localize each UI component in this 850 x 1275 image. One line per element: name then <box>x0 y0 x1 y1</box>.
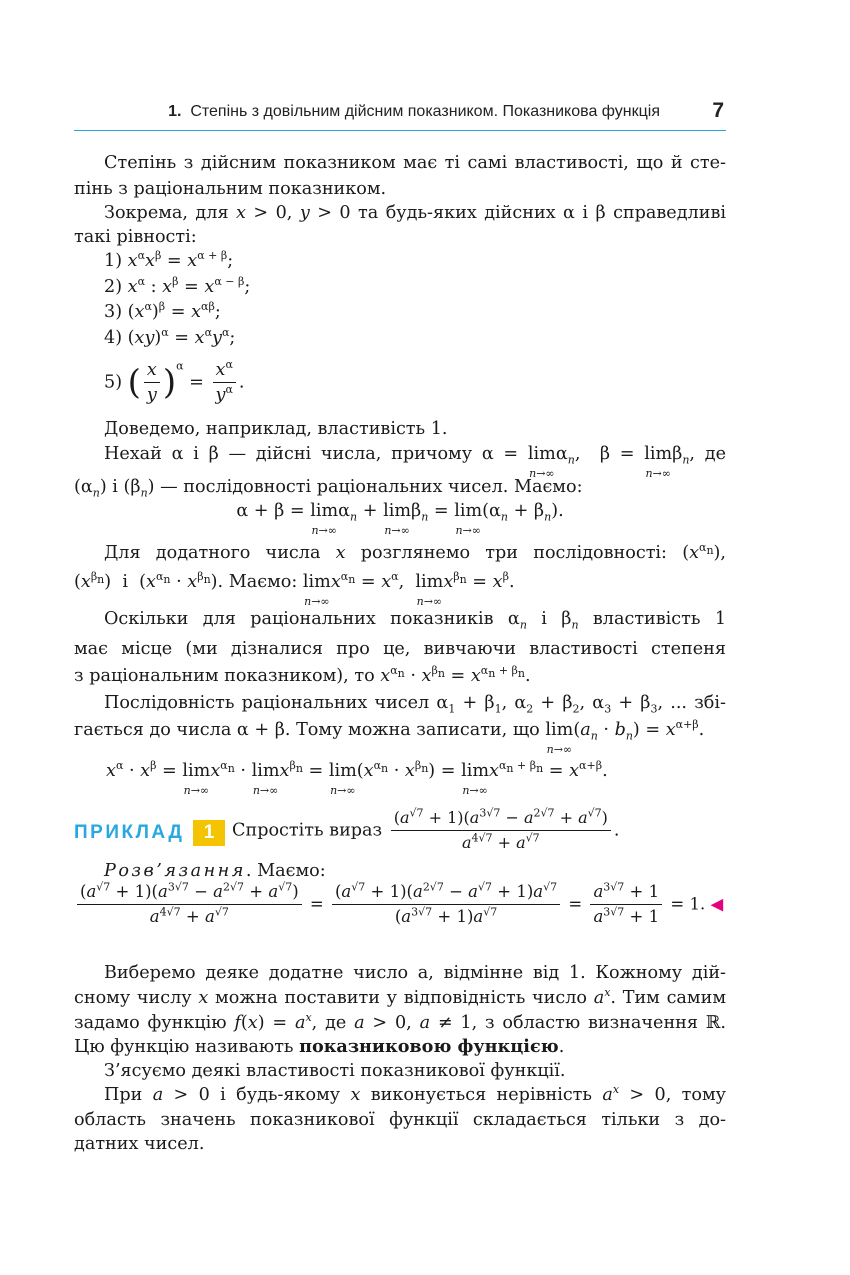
paragraph-line: область значень показникової функції складається тільки з до- <box>74 1110 726 1130</box>
formula-item: 3) $(x^\alpha)^\beta = x^{\alpha\beta}$; <box>104 300 221 322</box>
formula-item: 5) ( $\frac{x}{y}$ )$^\alpha$ = $\frac{x^\alpha}{y^\alpha}$ . <box>104 358 245 405</box>
example-label: ПРИКЛАД <box>74 822 185 843</box>
paragraph-line: задамо функцію $f(x) = a^x$, де a > 0, a ≠ 1, з областю визначення ℝ. <box>74 1011 727 1033</box>
paragraph-line: При a > 0 і будь-якому x виконується нерівність $a^x > 0$, тому <box>104 1083 726 1105</box>
formula-item: 4) $(xy)^\alpha = x^\alpha y^\alpha$; <box>104 326 236 348</box>
paragraph-line: Зокрема, для x > 0, y > 0 та будь-яких дійсних α і β справедливі <box>104 203 726 223</box>
paragraph-line: датних чисел. <box>74 1134 205 1154</box>
formula-item: 1) $x^\alpha x^\beta = x^{\alpha + \beta}$; <box>104 249 234 271</box>
paragraph-line: $(x^{\beta_n})$ і $(x^{\alpha_n} \cdot x^{\beta_n})$. Маємо: lim n→∞ $x^{\alpha_n} = x^\alpha$, lim n→∞ $x^{\beta_n} = x^\beta$. <box>74 570 515 608</box>
formula-line: $x^\alpha \cdot x^\beta = \lim$ n→∞ $x^{\alpha_n} \cdot \lim$ n→∞ $x^{\beta_n} = \lim$ n→∞ $(x^{\alpha_n} \cdot x^{\beta_n}) = \lim$ n→∞ $x^{\alpha_n + \beta_n} = x^{\alpha+\beta}$. <box>106 759 608 797</box>
triangle-left-icon: ◀ <box>710 894 724 914</box>
paragraph-line: такі рівності: <box>74 227 197 247</box>
page-header <box>74 96 726 131</box>
paragraph-line: З’ясуємо деякі властивості показникової функції. <box>104 1061 566 1081</box>
paragraph-line: Виберемо деяке додатне число a, відмінне від 1. Кожному дій- <box>104 963 726 983</box>
paragraph-line: Степінь з дійсним показником має ті самі властивості, що й сте- <box>104 153 726 173</box>
paragraph-line: має місце (ми дізналися про це, вивчаючи властивості степеня <box>74 639 726 659</box>
paragraph-line: $(\alpha_n)$ і $(\beta_n)$ — послідовності раціональних чисел. Маємо: <box>74 477 583 500</box>
formula-item: 2) $x^\alpha$ : $x^\beta = x^{\alpha - \beta}$; <box>104 275 251 297</box>
paragraph-line: Доведемо, наприклад, властивість 1. <box>104 419 448 439</box>
paragraph-line: Для додатного числа x розглянемо три послідовності: $(x^{\alpha_n})$, <box>104 541 726 563</box>
example-task: Спростіть вираз $\frac{(a^{√7} + 1)(a^{3√7} - a^{2√7} + a^{√7})}{a^{4√7} + a^{√7}}$ . <box>232 806 620 852</box>
paragraph-line: Нехай α і β — дійсні числа, причому α = lim n→∞ $\alpha_n$, β = lim n→∞ $\beta_n$, де <box>104 444 726 480</box>
paragraph-line: пінь з раціональним показником. <box>74 179 387 199</box>
paragraph-line: Цю функцію називають показниковою функцією. <box>74 1036 565 1057</box>
formula-line: α + β = lim n→∞ $\alpha_n + \lim$ n→∞ $\beta_n = \lim$ n→∞ $(\alpha_n + \beta_n)$. <box>236 501 564 537</box>
paragraph-line: з раціональним показником), то $x^{\alpha_n} \cdot x^{\beta_n} = x^{\alpha_n + \beta_n}$. <box>74 664 531 686</box>
solution-heading: Розв’язання. Маємо: <box>104 861 326 881</box>
paragraph-line: Оскільки для раціональних показників $\alpha_n$ і $\beta_n$ властивість 1 <box>104 609 727 632</box>
solution-formula: $\frac{(a^{√7} + 1)(a^{3√7} - a^{2√7} + a^{√7})}{a^{4√7} + a^{√7}}$ = $\frac{(a^{√7} + 1)(a^{2√7} - a^{√7} + 1)a^{√7}}{(a^{3√7} + 1)a^{√7}}$ = $\frac{a^{3√7} + 1}{a^{3√7} + 1}$ = 1. ◀ <box>74 880 726 950</box>
section-title: 1. Степінь з довільним дійсним показником. Показникова функція <box>168 103 660 120</box>
example-number-badge: 1 <box>193 820 225 846</box>
paragraph-line: Послідовність раціональних чисел $\alpha_1 + \beta_1$, $\alpha_2 + \beta_2$, $\alpha_3 + \beta_3$, ... збі- <box>104 693 726 716</box>
paragraph-line: гається до числа α + β. Тому можна записати, що lim n→∞ $(a_n \cdot b_n) = x^{\alpha+\beta}$. <box>74 718 705 756</box>
paragraph-line: сному числу x можна поставити у відповідність число $a^x$. Тим самим <box>74 986 727 1008</box>
page-number: 7 <box>712 99 724 122</box>
